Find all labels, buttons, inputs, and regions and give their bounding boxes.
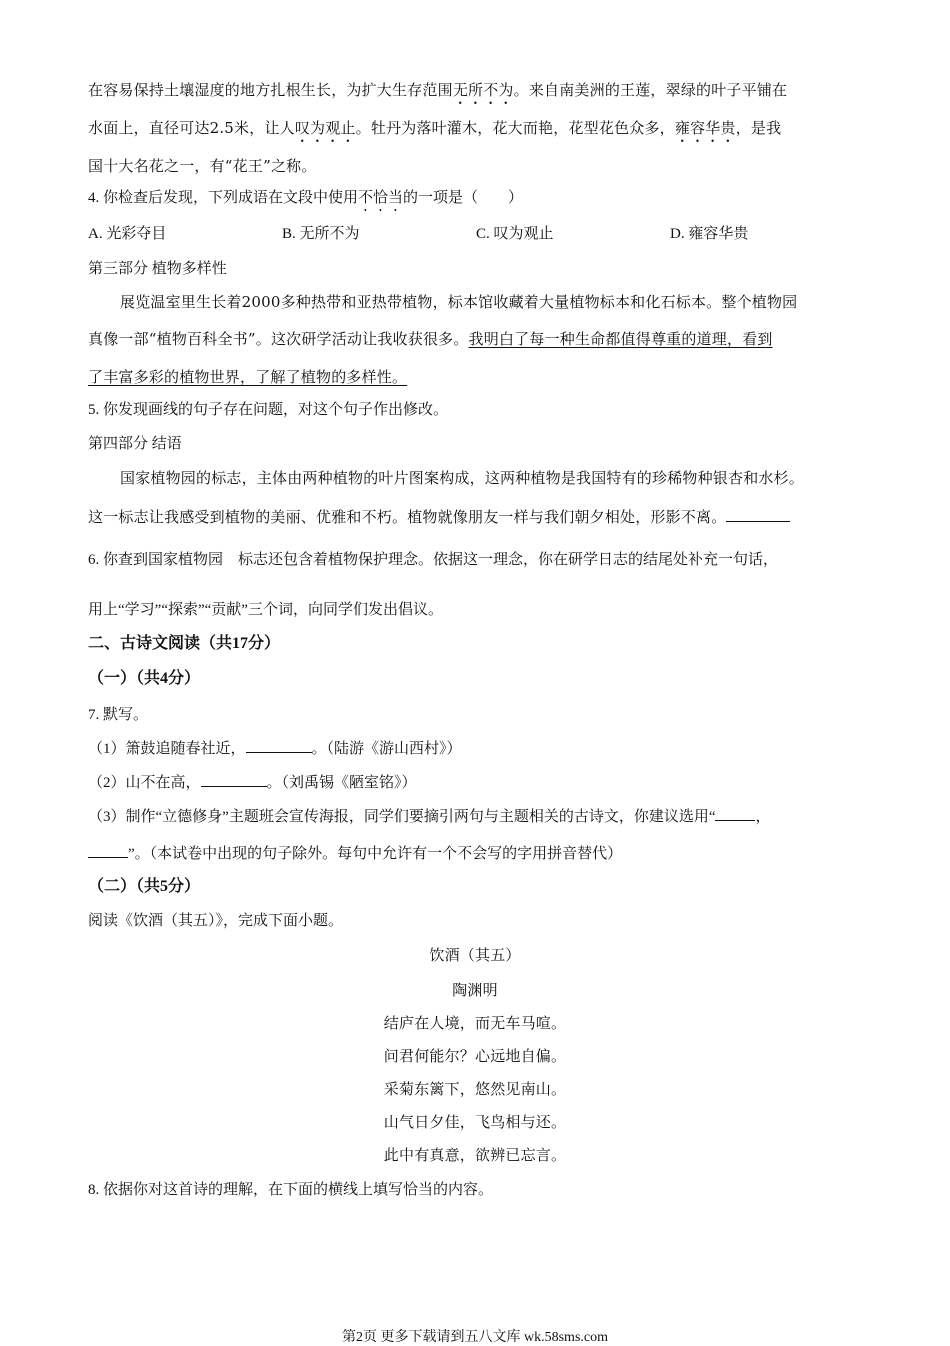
text: （1）箫鼓追随春社近， [88,741,246,757]
text: ，是我 [735,119,782,137]
option-d[interactable]: D. 雍容华贵 [670,226,749,242]
question-7: 7. 默写。 [88,707,149,723]
subsection-1-title: （一）（共4分） [88,670,201,687]
part3-para-line-2 [88,329,870,349]
part4-para-line-2 [88,507,870,527]
part4-para-line-1: 国家植物园的标志，主体由两种植物的叶片图案构成，这两种植物是我国特有的珍稀物种银杏和水杉。 [120,469,805,487]
text: 。牡丹为落叶灌木，花大而艳，花型花色众多， [355,119,675,137]
poem-author: 陶渊明 [452,981,498,999]
option-b[interactable]: B. 无所不为 [282,226,360,242]
question-5: 5. 你发现画线的句子存在问题，对这个句子作出修改。 [88,402,449,418]
text: 在容易保持土壤湿度的地方扎根生长，为扩大生存范围 [88,81,453,99]
text: 。（刘禹锡《陋室铭》） [266,775,417,791]
question-7-3-line-1 [88,806,870,827]
dotted-idiom: 无所不为 [452,81,514,99]
text: 真像一部“植物百科全书”。这次研学活动让我收获很多。 [88,330,469,348]
text: 的一项是（ ） [403,190,524,206]
poem-line-5: 此中有真意，欲辨已忘言。 [383,1146,567,1164]
text: ”。（本试卷中出现的句子除外。每句中允许有一个不会写的字用拼音替代） [128,846,623,862]
question-4 [88,188,870,215]
poem-title: 饮酒（其五） [429,946,521,964]
text: 。（陆游《游山西村》） [311,741,462,757]
poem-line-3: 采菊东篱下，悠然见南山。 [383,1080,567,1098]
option-c[interactable]: C. 叹为观止 [476,226,554,242]
text: 。来自南美洲的王莲，翠绿的叶子平铺在 [513,81,788,99]
subsection-2-title: （二）（共5分） [88,878,201,895]
answer-blank[interactable] [246,738,312,753]
poem-line-4: 山气日夕佳，飞鸟相与还。 [383,1113,567,1131]
section-2-title: 二、古诗文阅读（共17分） [88,635,281,652]
answer-blank[interactable] [201,772,267,787]
reading-instruction: 阅读《饮酒（其五）》，完成下面小题。 [88,913,344,929]
text: （2）山不在高， [88,775,201,791]
underlined-sentence: 了丰富多彩的植物世界，了解了植物的多样性。 [88,368,408,386]
poem-line-1: 结庐在人境，而无车马喧。 [383,1014,567,1032]
question-6-line-2: 用上“学习”“探索”“贡献”三个词，向同学们发出倡议。 [88,602,443,618]
passage-line-3: 国十大名花之一，有“花王”之称。 [88,157,317,175]
page-footer: 第2页 更多下载请到五八文库 wk.58sms.com [342,1330,608,1345]
question-7-1 [88,738,870,759]
part4-heading: 第四部分 结语 [88,436,182,452]
answer-blank[interactable] [88,843,128,858]
question-8: 8. 依据你对这首诗的理解，在下面的横线上填写恰当的内容。 [88,1182,494,1198]
question-6-line-1: 6. 你查到国家植物园 标志还包含着植物保护理念。依据这一理念，你在研学日志的结尾处补充一句话， [88,552,779,568]
part3-para-line-1: 展览温室里生长着2000多种热带和亚热带植物，标本馆收藏着大量植物标本和化石标本。整个植物园 [120,293,798,311]
answer-blank[interactable] [715,806,755,821]
dotted-idiom: 叹为观止 [294,119,356,137]
question-7-2 [88,772,870,793]
part3-para-line-3 [88,367,870,387]
question-7-3-line-2 [88,843,870,864]
text: （3）制作“立德修身”主题班会宣传海报，同学们要摘引两句与主题相关的古诗文，你建议选用“ [88,809,716,825]
poem-line-2: 问君何能尔？心远地自偏。 [383,1047,567,1065]
passage-line-1 [88,80,870,108]
text: 这一标志让我感受到植物的美丽、优雅和不朽。植物就像朋友一样与我们朝夕相处，形影不离。 [88,508,727,526]
underlined-sentence: 我明白了每一种生命都值得尊重的道理，看到 [468,330,773,348]
part3-heading: 第三部分 植物多样性 [88,261,227,277]
dotted-idiom: 雍容华贵 [674,119,736,137]
dotted-word: 不恰当 [358,190,404,206]
answer-blank[interactable] [726,507,790,522]
text: ， [755,809,771,825]
passage-line-2 [88,118,870,146]
option-a[interactable]: A. 光彩夺目 [88,226,167,242]
text: 水面上，直径可达2.5米，让人 [88,119,295,137]
text: 4. 你检查后发现，下列成语在文段中使用 [88,190,359,206]
